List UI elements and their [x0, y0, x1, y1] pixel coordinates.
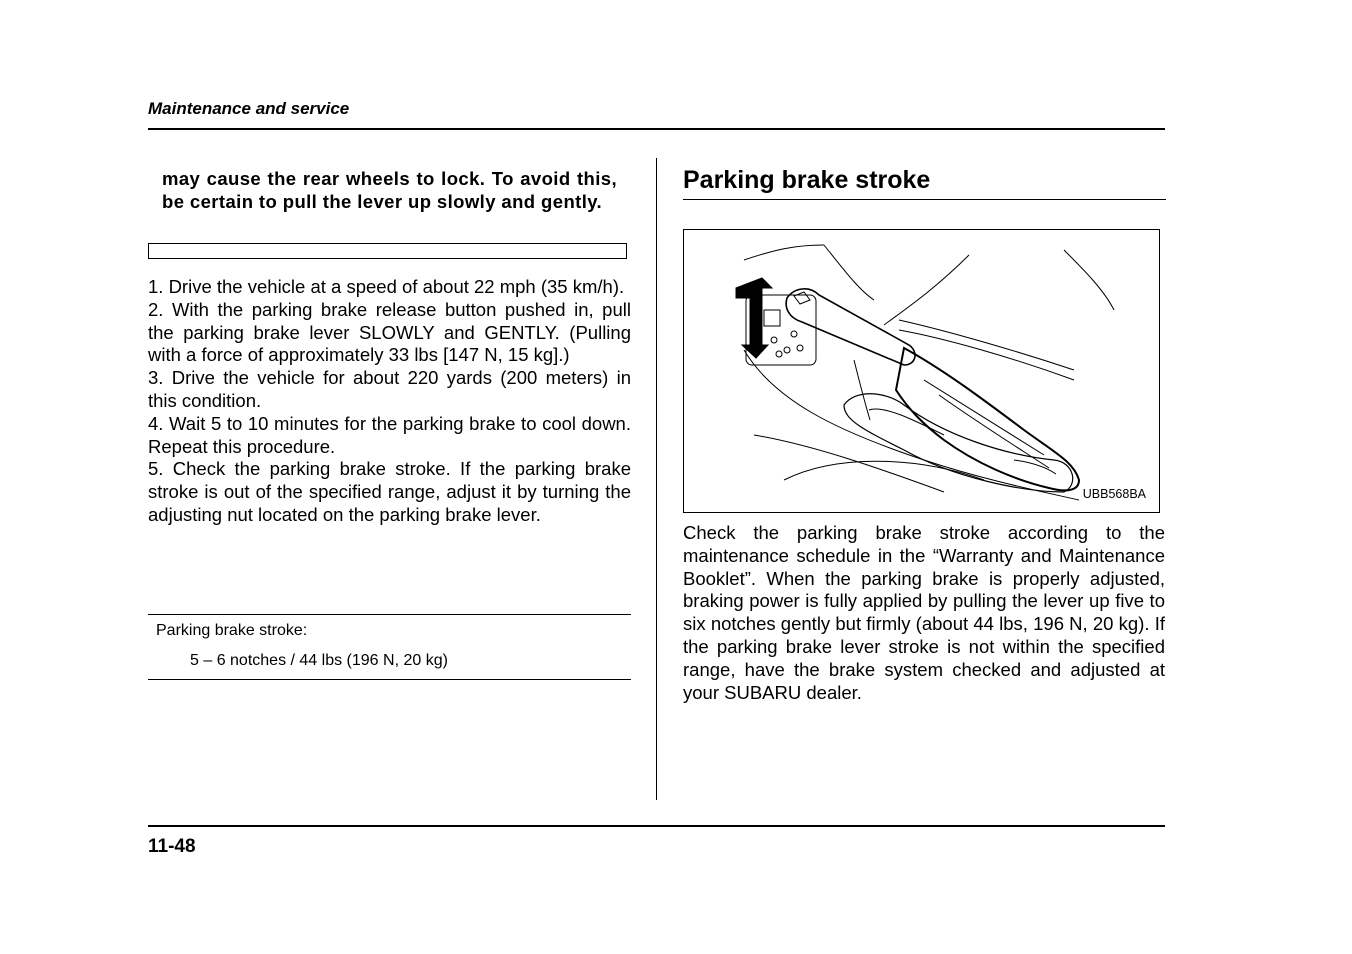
- parking-brake-lever-drawing: [684, 230, 1160, 513]
- spec-value: 5 – 6 notches / 44 lbs (196 N, 20 kg): [190, 652, 448, 669]
- section-heading: Parking brake stroke: [683, 166, 931, 194]
- column-divider: [656, 158, 657, 800]
- spec-box: [148, 614, 631, 680]
- step-item: 3. Drive the vehicle for about 220 yards (200 meters) in this condition.: [148, 367, 631, 411]
- page-number: 11-48: [148, 836, 196, 857]
- running-header: Maintenance and service: [148, 99, 350, 118]
- caution-box-end: [148, 243, 627, 259]
- header-rule: [148, 128, 1165, 130]
- parking-brake-illustration: [683, 229, 1160, 513]
- step-item: 5. Check the parking brake stroke. If the parking brake stroke is out of the specified range, adjust it by turning the adjusting nut located on the parking brake lever.: [148, 458, 631, 525]
- spec-label: Parking brake stroke:: [156, 622, 308, 639]
- section-heading-rule: [683, 199, 1166, 200]
- step-item: 4. Wait 5 to 10 minutes for the parking brake to cool down. Repeat this procedure.: [148, 412, 631, 457]
- caution-continuation-text: may cause the rear wheels to lock. To avoid this, be certain to pull the lever up slowly and gently.: [162, 168, 617, 212]
- step-item: 2. With the parking brake release button pushed in, pull the parking brake lever SLOWLY and GENTLY. (Pulling with a force of approximately 33 lbs [147 N, 15 kg].): [148, 298, 631, 366]
- procedure-steps: [148, 276, 631, 527]
- footer-rule: [148, 825, 1165, 827]
- section-body-text: Check the parking brake stroke according to the maintenance schedule in the “Warranty and Maintenance Booklet”. When the parking brake is properly adjusted, braking power is fully applied by pulling the lever up five to six notches gently but firmly (about 44 lbs, 196 N, 20 kg). If the parking brake lever stroke is not within the specified range, have the brake system checked and adjusted at your SUBARU dealer.: [683, 522, 1165, 703]
- step-item: 1. Drive the vehicle at a speed of about 22 mph (35 km/h).: [148, 276, 625, 297]
- figure-code: UBB568BA: [1082, 487, 1146, 501]
